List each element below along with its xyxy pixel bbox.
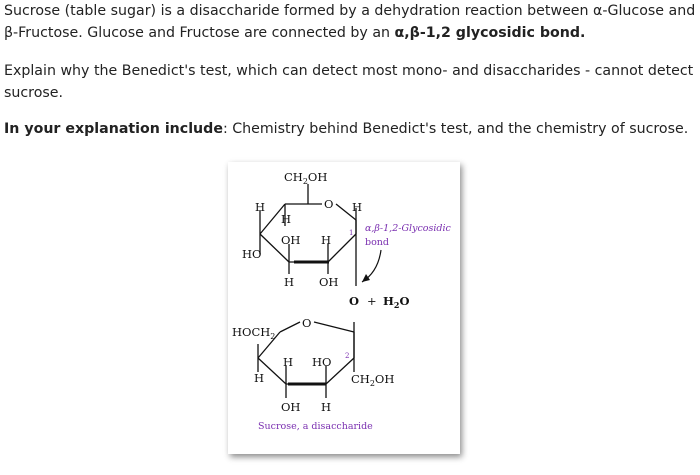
bridge-oxygen: O (349, 294, 360, 308)
question-text: Sucrose (table sugar) is a disaccharide formed by a dehydration reaction between α-Glucose and β-Fructose. Glucose and Fructose are connected by an (4, 3, 696, 41)
ring-oxygen-1: O (324, 197, 334, 211)
hoch2-label: $HOCH_2$ (232, 325, 276, 341)
water-label: $H_2O$ (383, 294, 410, 310)
figure-caption: Sucrose, a disaccharide (258, 421, 373, 432)
h-bottom-label: H (284, 275, 295, 289)
h-f1-label: H (283, 355, 294, 369)
glycosidic-bond-text: α,β-1,2 glycosidic bond. (394, 25, 586, 41)
ring-oxygen-2: O (302, 316, 312, 330)
ho-f-label: HO (312, 355, 332, 369)
bond-note-line-2: bond (365, 237, 390, 248)
h-inner-label: H (281, 212, 292, 226)
ho-left-label: HO (242, 247, 262, 261)
h-mid-label: H (321, 233, 332, 247)
sucrose-diagram (228, 162, 460, 454)
ch2oh-f-label: $CH_2OH$ (351, 372, 395, 388)
sucrose-structure-figure (228, 162, 460, 454)
h-f2-label: H (254, 371, 265, 385)
oh-mid-label: OH (281, 233, 301, 247)
arrow-head (362, 274, 370, 282)
h-right-label: H (352, 200, 363, 214)
question-paragraph-2: Explain why the Benedict's test, which can detect most mono- and disaccharides - cannot detect sucrose. (4, 63, 694, 101)
explanation-label: In your explanation include (4, 121, 223, 137)
h-left-label: H (255, 200, 266, 214)
carbon-2-label: 2 (345, 352, 350, 360)
h-f3-label: H (321, 400, 332, 414)
explanation-requirements: : Chemistry behind Benedict's test, and the chemistry of sucrose. (222, 121, 689, 137)
question-paragraph-3 (4, 118, 700, 140)
oh-bottom-label: OH (319, 275, 339, 289)
plus-sign: + (367, 294, 377, 308)
carbon-1-label: 1 (349, 229, 354, 237)
ch2oh-top-label: $CH_2OH$ (284, 170, 328, 186)
oh-f-label: OH (281, 400, 301, 414)
bond-note-line-1: α,β-1,2-Glycosidic (365, 223, 451, 234)
glucose-ring (260, 184, 356, 286)
question-paragraph-1 (4, 0, 700, 44)
